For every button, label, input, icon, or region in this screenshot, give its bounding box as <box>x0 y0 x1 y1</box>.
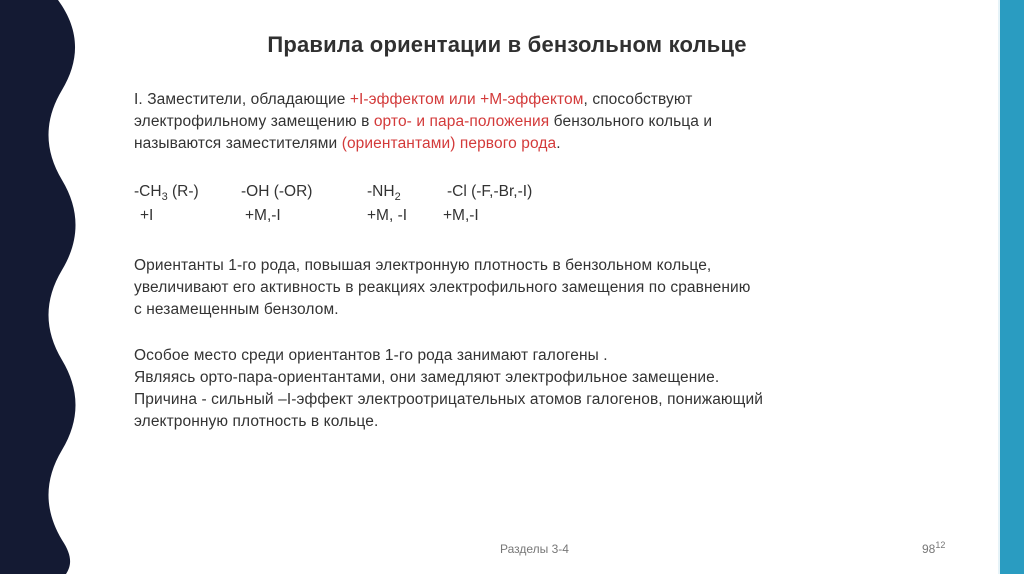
slide-title: Правила ориентации в бензольном кольце <box>267 32 747 57</box>
substituent-effect: +M,-I <box>245 207 281 224</box>
right-accent-strip <box>1000 0 1024 574</box>
substituent-formula: $-NH_2$ <box>367 183 401 204</box>
text-line: увеличивают его активность в реакциях электрофильного замещения по сравнению <box>134 279 751 296</box>
substituent-effect: +M,-I <box>443 207 479 224</box>
text-line: с незамещенным бензолом. <box>134 301 339 318</box>
highlight-text: +I-эффектом или +М-эффектом <box>349 91 584 108</box>
rule-1-paragraph <box>134 89 954 155</box>
text-line: Причина - сильный –I-эффект электроотрицательных атомов галогенов, понижающий <box>134 391 764 408</box>
text-line: Ориентанты 1-го рода, повышая электронную плотность в бензольном кольце, <box>134 257 712 274</box>
substituent-effect: +M, -I <box>367 207 408 224</box>
text-line: электронную плотность в кольце. <box>134 413 379 430</box>
rule-1-line: электрофильному замещению в орто- и пара-положения бензольного кольца и <box>134 113 713 130</box>
footer-section-label: Разделы 3-4 <box>500 542 569 556</box>
page-number: $98^{12}$ <box>922 540 946 556</box>
highlight-text: (ориентантами) первого рода <box>341 135 557 152</box>
text-line: Особое место среди ориентантов 1-го рода занимают галогены . <box>134 347 608 364</box>
highlight-text: орто- и пара-положения <box>373 113 550 130</box>
paragraph-halogens <box>134 345 954 433</box>
rule-1-line: называются заместителями (ориентантами) первого рода. <box>134 135 561 152</box>
decorative-wave-border <box>0 0 95 574</box>
substituent-effect: +I <box>140 207 154 224</box>
rule-1-line: I. Заместители, обладающие +I-эффектом или +М-эффектом, способствуют <box>134 91 693 108</box>
substituent-formula: -OH (-OR) <box>241 183 313 200</box>
paragraph-activating-effect <box>134 255 954 321</box>
substituent-formula: $-CH_3$ (R-) <box>134 183 199 204</box>
text-line: Являясь орто-пара-ориентантами, они замедляют электрофильное замещение. <box>134 369 720 386</box>
substituent-formula: -Cl (-F,-Br,-I) <box>447 183 533 200</box>
